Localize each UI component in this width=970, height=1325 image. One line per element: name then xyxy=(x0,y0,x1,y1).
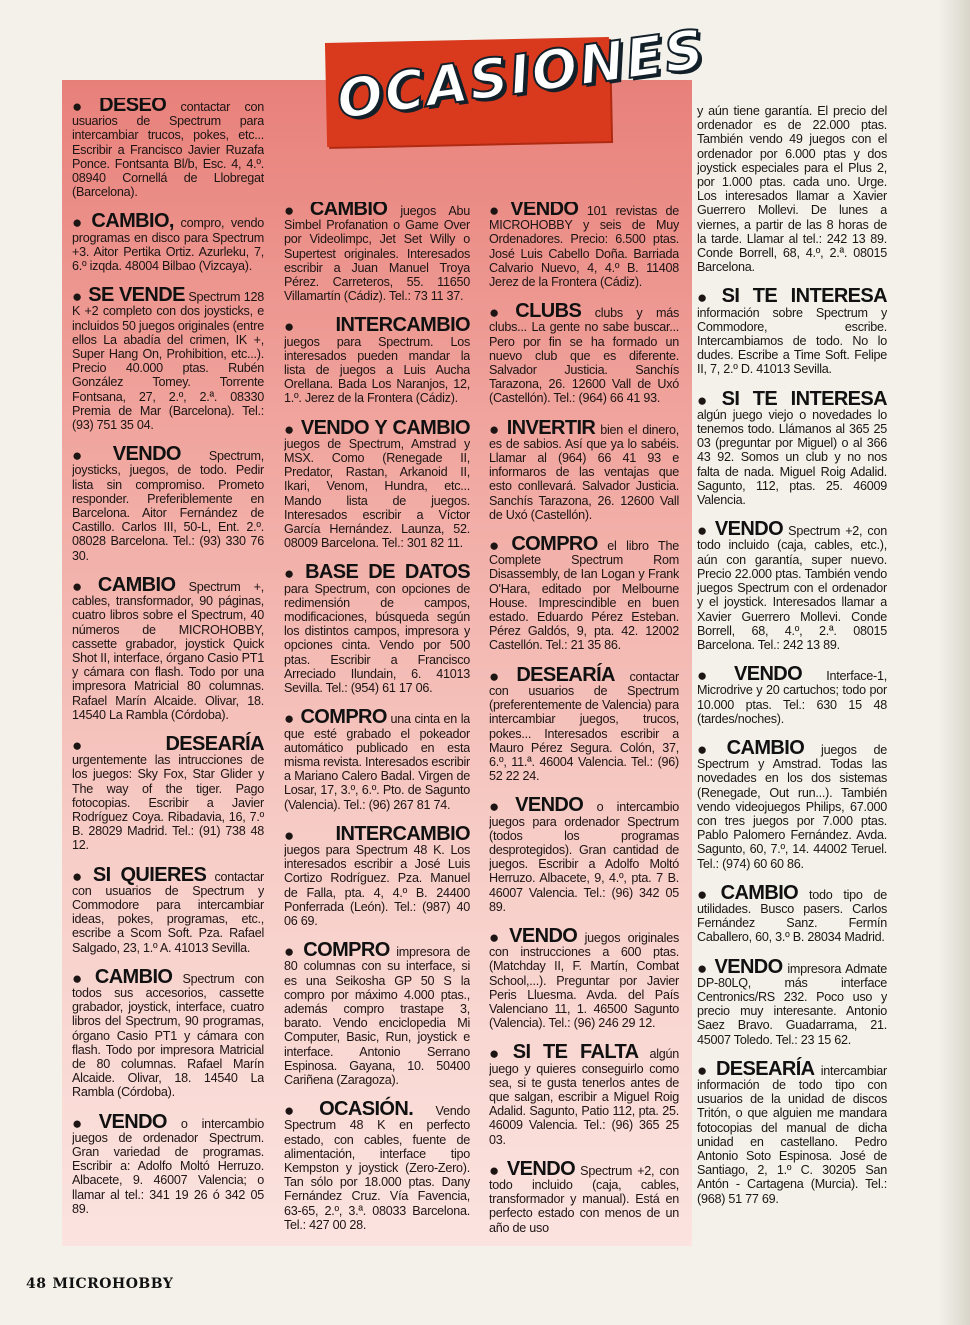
ad-heading: DESEO xyxy=(99,98,167,116)
classified-ad xyxy=(489,663,679,784)
ad-body: Spectrum 128 K +2 completo con dos joysticks, e incluidos 50 juegos originales (entre ellos La abadía del crimen, IK +, Super Hang On, Prohibition, etc...). Precio 40.000 ptas. Rubén González Tomey. Torrente Fontsana, 27, 2.º, 2.ª. 08330 Premia de Mar (Barcelona). Tel.: (93) 751 35 04. xyxy=(72,290,264,433)
classified-ad xyxy=(697,285,887,377)
bullet-icon: ● xyxy=(284,1101,314,1121)
ad-heading: SE VENDE xyxy=(88,284,185,307)
ad-heading: COMPRO xyxy=(303,939,390,962)
bullet-icon: ● xyxy=(489,1044,507,1064)
bullet-icon: ● xyxy=(72,1113,93,1133)
bullet-icon: ● xyxy=(697,666,728,686)
ad-body: 101 revistas de MICROHOBBY y seis de Muy Ordenadores. Precio: 6.500 ptas. José Luis Cabello Doña. Barriada Calvario Nuevo, 4, 4.º B. 11408 Jerez de la Frontera (Cádiz). xyxy=(489,204,679,290)
ad-body: bien el dinero, es de sabios. Así que ya lo sabéis. Llamar al (964) 66 41 93 e informaros de las ventajas que esto conllevará. Salvador Justicia. Sanchís Tarazona, 26. 12600 Vall de Uxó (Castellón). xyxy=(489,422,679,522)
ad-body: una cinta en la que esté grabado el pokeador automático publicado en esta misma revista. Interesados escribir a Mariano Calero Badal. Virgen de Losar, 17, 3.º, 6.º. Pto. de Sagunto (Valencia). Tel.: (96) 267 81 74. xyxy=(284,712,470,812)
ad-body: juegos para Spectrum 48 K. Los interesados escribir a José Luis Cortizo Rodríguez. Pza. Manuel de Falla, pta. 4, 4.º B. 24400 Ponferrada (León). Tel.: (987) 40 06 69. xyxy=(284,842,470,928)
page-number: 48 xyxy=(26,1276,47,1292)
ad-heading: VENDO xyxy=(714,955,783,978)
classified-ad xyxy=(489,924,679,1031)
classified-ad xyxy=(489,794,679,914)
classified-ad xyxy=(72,443,264,563)
bullet-icon: ● xyxy=(697,390,716,410)
bullet-icon: ● xyxy=(72,735,160,755)
bullet-icon: ● xyxy=(489,202,505,220)
ad-heading: VENDO xyxy=(515,794,584,817)
column-3 xyxy=(489,202,679,1246)
ad-heading: VENDO xyxy=(509,924,578,947)
ad-heading: CAMBIO xyxy=(726,736,805,759)
ad-heading: DESEARÍA xyxy=(715,1057,815,1080)
ad-heading: VENDO xyxy=(733,663,803,686)
column-4 xyxy=(697,104,887,1254)
bullet-icon: ● xyxy=(284,942,298,962)
classified-ad xyxy=(284,202,470,303)
bullet-icon: ● xyxy=(489,536,506,556)
classified-ad xyxy=(489,202,679,289)
ad-heading: VENDO xyxy=(98,1110,167,1133)
ad-heading: CLUBS xyxy=(515,300,582,323)
classified-ad xyxy=(697,1057,887,1206)
bullet-icon: ● xyxy=(489,419,501,439)
ad-body: juegos de Spectrum, Amstrad y MSX. Como (Renegade II, Predator, Rastan, Arkanoid II, Ikari, Venom, Hundra, etc... Mando lista de juegos. Interesados escribir a Víctor García Hernández. Launza, 52. 08009 Barcelona. Tel.: 301 82 11. xyxy=(284,436,470,551)
classified-ad xyxy=(697,518,887,652)
ad-heading: SI QUIERES xyxy=(92,863,207,886)
classified-ad xyxy=(489,416,679,522)
bullet-icon: ● xyxy=(284,564,300,584)
classified-ad xyxy=(284,939,470,1087)
ad-body: juegos Abu Simbel Profanation o Game Over por Videolimpc, Jet Set Willy o Supertest originales. Interesados escribir a Juan Manuel Troya Pérez. Carreteros, 55. 11650 Villamartín (Cádiz). Tel.: 73 11 37. xyxy=(284,204,470,304)
ad-heading: DESEARÍA xyxy=(516,663,615,686)
bullet-icon: ● xyxy=(72,213,86,233)
ad-body: algún juego viejo o novedades lo tenemos todo. Llámanos al 365 25 03 (preguntar por Miguel) o al 366 43 92. Somos un club y no nos falta de nada. Miguel Roig Adalid. Sagunto, 112, ptas. 25. 46009 Valencia. xyxy=(697,407,887,508)
classified-ad xyxy=(72,965,264,1100)
classified-ad xyxy=(284,314,470,406)
ad-body: o intercambio juegos para ordenador Spectrum (todos los programas desprotegidos). Gran cantidad de juegos. Escribir a Adolfo Moltó Herruzo. Albacete, 9, 4.º, pta. 7 B. 46007 Valencia. Tel.: (96) 342 05 89. xyxy=(489,800,679,914)
classified-ad xyxy=(697,736,887,871)
bullet-icon: ● xyxy=(489,666,511,686)
ad-heading: SI TE INTERESA xyxy=(721,285,887,308)
ad-body: juegos para Spectrum. Los interesados pueden mandar la lista de juegos a Luis Aucha Orellana. Bada Los Naranjos, 12, 1.º. Jerez de la Frontera (Cádiz). xyxy=(284,334,470,406)
ad-heading: INTERCAMBIO xyxy=(335,314,470,337)
ad-body: Vendo Spectrum 48 K en perfecto estado, con cables, fuente de alimentación, interface tipo Kempston y joystick (Zero-Zero). Tan sólo por 18.000 ptas. Dany Fernández Cruz. Vía Favencia, 63-65, 2.º, 3.ª. 08033 Barcelona. Tel.: 427 00 28. xyxy=(284,1104,470,1232)
ad-body: y aún tiene garantía. El precio del ordenador es de 22.000 ptas. También vendo 49 juegos con el ordenador por 6.000 ptas y dos joystick especiales para el Plus 2, por 1.000 ptas. cada uno. Urge. Los interesados llamar a Xavier Guerrero Mollevi. De lunes a viernes, a partir de las 8 horas de la tarde. Llamar al tel.: 242 13 89. Conde Borrell, 68, 4.º, 2.ª. 08015 Barcelona. xyxy=(697,104,887,275)
classified-ad xyxy=(72,210,264,274)
classified-ad xyxy=(284,822,470,928)
bullet-icon: ● xyxy=(489,927,504,947)
ad-body: contactar con usuarios de Spectrum para intercambiar trucos, pokes, etc... Escribir a Francisco Javier Ruzafa Ponce. Fontsanta Bl/b, Esc. 4, 4.º. 08940 Cornellá de Llobregat (Barcelona). xyxy=(72,100,264,200)
bullet-icon: ● xyxy=(697,884,715,904)
bullet-icon: ● xyxy=(489,797,510,817)
bullet-icon: ● xyxy=(697,958,709,978)
ad-body: todo tipo de utilidades. Busco pasers. Carlos Fernández Sanz. Fermín Caballero, 60, 3.º B. 28034 Madrid. xyxy=(697,887,887,945)
section-title: OCASIONES xyxy=(332,17,710,132)
classified-ad xyxy=(72,98,264,199)
ad-body: impresora Admate DP-80LQ, más interface Centronics/RS 232. Poco uso y precio muy interesante. Antonio Saez Bravo. Guadarrama, 21. 45007 Toledo. Tel.: 23 15 62. xyxy=(697,961,887,1047)
bullet-icon: ● xyxy=(697,739,721,759)
classified-ad xyxy=(697,663,887,726)
ad-body: urgentemente las intrucciones de los juegos: Sky Fox, Star Glider y The way of the tiger. Pago fotocopias. Escribir a Javier Rodríguez Coya. Ribadavia, 16, 7.º B. 28029 Madrid. Tel.: (91) 738 48 12. xyxy=(72,753,264,853)
ad-heading: CAMBIO xyxy=(94,965,173,988)
column-2 xyxy=(284,202,470,1246)
ad-heading: COMPRO xyxy=(300,706,387,729)
bullet-icon: ● xyxy=(697,1060,710,1080)
ad-body: impresora de 80 columnas con su interface, si es una Seikosha GP 50 S la compro por máximo 4.000 ptas., además compro trastape 3, barato. Vendo enciclopedia Mi Computer, Basic, Run, joystick e interface. Antonio Serrano Espinosa. Gayana, 10. 50400 Cariñena (Zaragoza). xyxy=(284,945,470,1087)
classified-ad xyxy=(697,387,887,508)
bullet-icon: ● xyxy=(72,968,89,988)
ad-body: algún juego y quieres conseguirlo como sea, si te gusta tenerlos antes de que salgan, escribir a Miguel Roig Adalid. Sagunto, Patio 112, pta. 25. 46009 Valencia. Tel.: (96) 365 25 03. xyxy=(489,1047,679,1147)
ad-heading: VENDO xyxy=(112,443,181,466)
bullet-icon: ● xyxy=(284,709,295,729)
bullet-icon: ● xyxy=(72,866,87,886)
classified-ad xyxy=(489,1157,679,1235)
ad-body: intercambiar información de todo tipo con usuarios de la unidad de discos Tritón, o que alguien me mandara fotocopias del manual de dicha unidad en castellano. Pedro Antonio Soto Espinosa. José de Santiago, 2, 1.º C. 30205 San Antón - Cartagena (Murcia). Tel.: (968) 51 77 69. xyxy=(697,1063,887,1206)
ad-body: contactar con usuarios de Spectrum (preferentemente de Valencia) para intercambiar juegos, trucos, pokes... Interesados escribir a Mauro Pérez Segura. Colón, 37, 6.º, 11.ª. 46004 Valencia. Tel.: (96) 52 22 24. xyxy=(489,669,679,784)
classified-ad xyxy=(697,881,887,945)
classified-ad xyxy=(284,1098,470,1232)
classified-ad xyxy=(72,732,264,853)
ad-body: juegos de Spectrum y Amstrad. Todas las novedades en los dos sistemas (Renegade, Out run...). También vendo videojuegos Philips, 67.000 con tres juegos por 7.000 ptas. Pablo Palomero Fernández. Avda. Sagunto, 60, 7.º, 14. 44002 Teruel. Tel.: (974) 60 60 86. xyxy=(697,742,887,871)
ad-body: Spectrum con todos sus accesorios, cassette grabador, joystick, interface, cuatro libros del Spectrum, 90 programas, órgano Casio PT1 y cámara con flash. Todo por impresora Matricial de 80 columnas. Rafael Marín Alcaide. Olivar, 18. 14540 La Rambla (Córdoba). xyxy=(72,971,264,1100)
ad-heading: VENDO xyxy=(506,1157,576,1180)
classified-ad xyxy=(72,573,264,722)
bullet-icon: ● xyxy=(489,303,510,323)
classified-ad xyxy=(697,104,887,274)
ad-body: Spectrum +, cables, transformador, 90 páginas, cuatro libros sobre el Spectrum, 40 números de MICROHOBBY, cassette grabador, joystick Quick Shot II, interface, órgano Casio PT1 y cámara con flash. Todo por una impresora Matricial 80 columnas. Rafael Marín Alcaide. Olivar, 18. 14540 La Rambla (Córdoba). xyxy=(72,579,264,722)
ad-heading: INVERTIR xyxy=(506,416,596,439)
classified-ad xyxy=(284,706,470,812)
ad-heading: VENDO Y CAMBIO xyxy=(300,416,470,439)
ad-heading: CAMBIO xyxy=(720,881,799,904)
ad-heading: INTERCAMBIO xyxy=(335,822,470,845)
ad-body: Interface-1, Microdrive y 20 cartuchos; todo por 10.000 ptas. Tel.: 630 15 48 (tardes/noches). xyxy=(697,669,887,726)
ad-heading: COMPRO xyxy=(511,533,598,556)
classified-ad xyxy=(284,561,470,696)
ad-body: Spectrum +2, con todo incluido (caja, cables, transformador y manual). Está en perfecto estado con menos de un año de uso xyxy=(489,1163,679,1235)
ad-heading: SI TE INTERESA xyxy=(721,387,887,410)
bullet-icon: ● xyxy=(72,98,94,116)
ad-heading: CAMBIO xyxy=(309,202,388,220)
ad-body: Spectrum +2, con todo incluido (caja, cables, etc.), aún con garantía, super nuevo. Precio 22.000 ptas. También vendo juegos Spectrum con el ordenador y el joystick. Interesados llamar a Xavier Guerrero Mollevi. Conde Borrell, 68, 4.º, 2.ª. 08015 Barcelona. Tel.: 242 13 89. xyxy=(697,524,887,652)
bullet-icon: ● xyxy=(489,1160,501,1180)
page-edge xyxy=(938,0,970,1325)
classified-ad xyxy=(284,416,470,551)
ad-body: para Spectrum, con opciones de redimensión de campos, modificaciones, búsqueda según los distintos campos, impresora y opciones cinta. Vendo por 500 ptas. Escribir a Francisco Arreciado Ilundain, 6. 41013 Sevilla. Tel.: (954) 61 17 06. xyxy=(284,581,470,696)
column-1 xyxy=(72,98,264,1246)
ad-heading: CAMBIO xyxy=(97,573,176,596)
bullet-icon: ● xyxy=(697,521,709,541)
bullet-icon: ● xyxy=(697,288,716,308)
ad-heading: VENDO xyxy=(510,202,579,220)
classified-ad xyxy=(72,863,264,955)
bullet-icon: ● xyxy=(284,202,304,220)
bullet-icon: ● xyxy=(72,446,107,466)
classified-ad xyxy=(489,300,679,406)
ad-body: contactar con usuarios de Spectrum y Commodore para intercambiar ideas, pokes, programas, etc., escribe a Scom Soft. Pza. Rafael Salgado, 23, 1.º A. 41013 Sevilla. xyxy=(72,869,264,955)
ad-body: o intercambio juegos de ordenador Spectrum. Gran variedad de programas. Escribir a: Adolfo Moltó Herruzo. Albacete, 9. 46007 Valencia; o llamar al tel.: 341 19 26 ó 342 05 89. xyxy=(72,1116,264,1216)
ad-body: información sobre Spectrum y Commodore, escribe. Intercambiamos de todo. No lo dudes. Escribe a Time Soft. Felipe II, 7, 2.º D. 41013 Sevilla. xyxy=(697,305,887,377)
classified-ad xyxy=(72,284,264,433)
ad-body: juegos originales con instrucciones a 600 ptas. (Matchday II, F. Martín, Combat School,...). Preguntar por Javier Peris Lluesma. Avda. del País Valenciano 11, 1. 46500 Sagunto (Valencia). Tel.: (96) 246 29 12. xyxy=(489,930,679,1031)
classified-ad xyxy=(72,1110,264,1216)
ad-heading: OCASIÓN. xyxy=(319,1098,414,1121)
bullet-icon: ● xyxy=(284,317,330,337)
ad-heading: DESEARÍA xyxy=(165,732,264,755)
ad-heading: VENDO xyxy=(714,518,784,541)
bullet-icon: ● xyxy=(72,287,83,307)
classified-ad xyxy=(697,955,887,1047)
ad-heading: SI TE FALTA xyxy=(512,1041,639,1064)
ad-body: el libro The Complete Spectrum Rom Disassembly, de Ian Logan y Frank O'Hara, editado por Melbourne House. Imprescindible en buen estado. Eduardo Pérez Esteban. Pérez Galdós, 9, pta. 42. 12002 Castellón. Tel.: 21 35 86. xyxy=(489,539,679,653)
ad-body: clubs y más clubs... La gente no sabe buscar... Pero por fin se ha formado un nuevo club que es diferente. Salvador Justicia. Sanchís Tarazona, 26. 12600 Vall de Uxó (Castellón). Tel.: (964) 66 41 93. xyxy=(489,306,679,406)
ad-heading: BASE DE DATOS xyxy=(305,561,470,584)
classified-ad xyxy=(489,1041,679,1147)
magazine-name: MICROHOBBY xyxy=(52,1276,174,1292)
bullet-icon: ● xyxy=(72,576,92,596)
bullet-icon: ● xyxy=(284,825,330,845)
bullet-icon: ● xyxy=(284,419,295,439)
ad-body: compro, vendo programas en disco para Spectrum +3. Aitor Pertika Ortiz. Azurleku, 7, 6.º izqda. 48004 Bilbao (Vizcaya). xyxy=(72,216,264,274)
ad-body: Spectrum, joysticks, juegos, de todo. Pedir lista sin compromiso. Prometo responder. Preferiblemente en Barcelona. Aitor Fernández de Castillo. Carlos III, 50-L, Ent. 2.º. 08028 Barcelona. Tel.: (93) 330 76 30. xyxy=(72,449,264,563)
page-footer xyxy=(26,1276,173,1292)
classified-ad xyxy=(489,533,679,653)
ad-heading: CAMBIO, xyxy=(91,210,174,233)
